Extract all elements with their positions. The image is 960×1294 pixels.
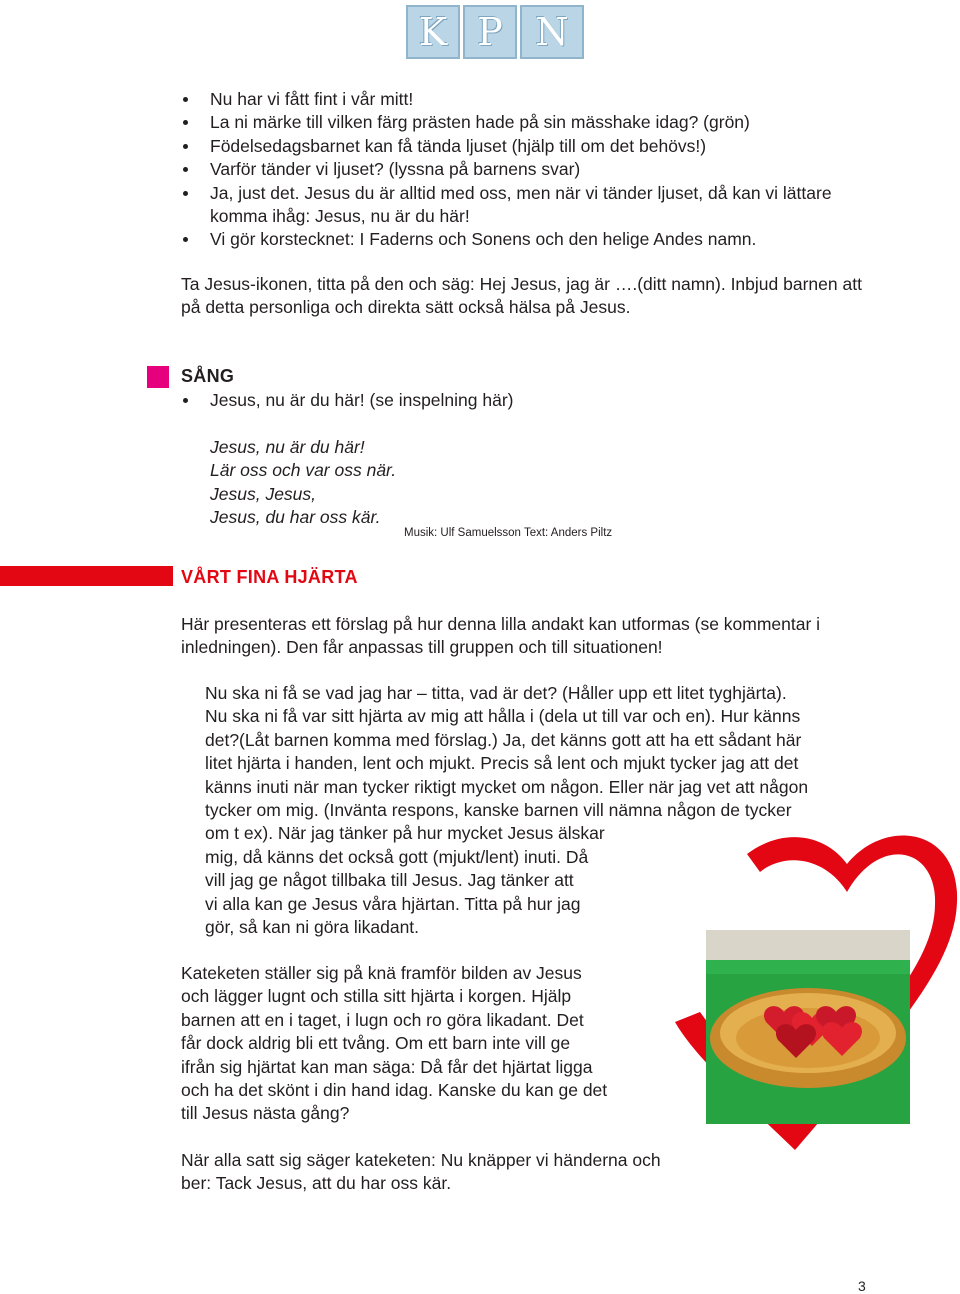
list-item: Nu har vi fått fint i vår mitt! <box>181 88 881 111</box>
song-lyrics <box>210 436 396 530</box>
song-credit: Musik: Ulf Samuelsson Text: Anders Piltz <box>404 527 613 539</box>
list-item: Ja, just det. Jesus du är alltid med oss, men när vi tänder ljuset, då kan vi lättare komma ihåg: Jesus, nu är du här! <box>181 182 881 229</box>
paragraph-line: ifrån sig hjärtat kan man säga: Då får det hjärtat ligga <box>181 1056 593 1077</box>
script-line: vill jag ge något tillbaka till Jesus. Jag tänker att <box>205 870 574 891</box>
paragraph-line: Kateketen ställer sig på knä framför bilden av Jesus <box>181 963 582 983</box>
paragraph-line: till Jesus nästa gång? <box>181 1103 350 1124</box>
page-number: 3 <box>858 1278 866 1294</box>
paragraph-line: barnen att en i taget, i lugn och ro göra likadant. Det <box>181 1009 584 1030</box>
script-line: litet hjärta i handen, lent och mjukt. Precis så lent och mjukt tycker jag att det <box>205 753 799 774</box>
heart-section-heading: VÅRT FINA HJÄRTA <box>181 567 358 587</box>
song-line: Jesus, Jesus, <box>210 483 317 504</box>
logo-letter-k: K <box>406 5 460 59</box>
script-line: tycker om mig. (Invänta respons, kanske barnen vill nämna någon de tycker <box>205 800 792 821</box>
paragraph-line: får dock aldrig bli ett tvång. Om ett barn inte vill ge <box>181 1033 571 1054</box>
icon-instruction-paragraph: Ta Jesus-ikonen, titta på den och säg: Hej Jesus, jag är ….(ditt namn). Inbjud barnen att på detta personliga och direkta sätt också hälsa på Jesus. <box>181 274 862 318</box>
list-item: Jesus, nu är du här! (se inspelning här) <box>181 389 881 412</box>
song-line: Jesus, nu är du här! <box>210 437 365 457</box>
kpn-logo <box>406 5 584 59</box>
intro-bullet-list <box>181 88 881 252</box>
script-line: Nu ska ni få var sitt hjärta av mig att hålla i (dela ut till var och en). Hur känns <box>205 706 801 727</box>
paragraph-line: När alla satt sig säger kateketen: Nu knäpper vi händerna och <box>181 1150 661 1170</box>
paragraph-line: och lägger lugnt och stilla sitt hjärta i korgen. Hjälp <box>181 986 572 1007</box>
song-line: Jesus, du har oss kär. <box>210 507 381 528</box>
section-bar-heart <box>0 566 173 586</box>
script-line: det?(Låt barnen komma med förslag.) Ja, det känns gott att ha ett sådant här <box>205 729 802 750</box>
paragraph-line: ber: Tack Jesus, att du har oss kär. <box>181 1173 452 1194</box>
list-item: Vi gör korstecknet: I Faderns och Sonens och den helige Andes namn. <box>181 228 881 251</box>
paragraph-line: och ha det skönt i din hand idag. Kanske du kan ge det <box>181 1080 608 1101</box>
script-line: vi alla kan ge Jesus våra hjärtan. Titta på hur jag <box>205 893 581 914</box>
script-line: mig, då känns det också gott (mjukt/lent) inuti. Då <box>205 846 589 867</box>
song-heading: SÅNG <box>181 366 235 386</box>
list-item: Födelsedagsbarnet kan få tända ljuset (hjälp till om det behövs!) <box>181 135 881 158</box>
script-line: om t ex). När jag tänker på hur mycket Jesus älskar <box>205 823 605 844</box>
closing-paragraph <box>181 1149 741 1196</box>
script-line: gör, så kan ni göra likadant. <box>205 917 420 938</box>
bowl-with-hearts-photo <box>706 930 910 1124</box>
list-item: Varför tänder vi ljuset? (lyssna på barnens svar) <box>181 158 881 181</box>
song-line: Lär oss och var oss när. <box>210 460 397 481</box>
logo-letter-p: P <box>463 5 517 59</box>
script-line: känns inuti när man tycker riktigt mycket om någon. Eller när jag vet att någon <box>205 776 809 797</box>
list-item: La ni märke till vilken färg prästen hade på sin mässhake idag? (grön) <box>181 111 881 134</box>
script-line: Nu ska ni få se vad jag har – titta, vad är det? (Håller upp ett litet tyghjärta). <box>205 683 787 703</box>
logo-letter-n: N <box>520 5 584 59</box>
song-bullet-list <box>181 389 881 412</box>
kateket-paragraph <box>181 962 661 1126</box>
heart-intro-paragraph: Här presenteras ett förslag på hur denna lilla andakt kan utformas (se kommentar i inledningen). Den får anpassas till gruppen och till situationen! <box>181 614 821 658</box>
section-marker-song <box>147 366 169 388</box>
